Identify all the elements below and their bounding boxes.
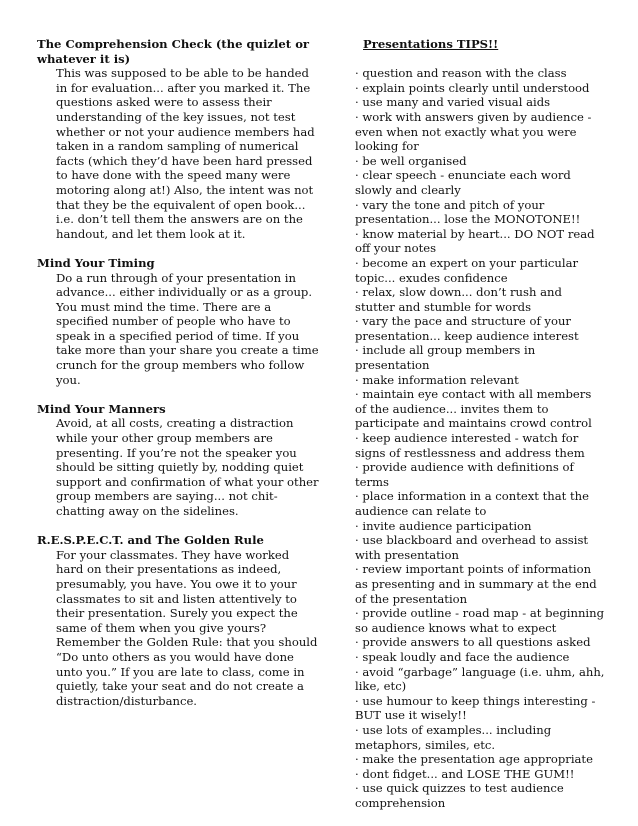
tip-item: · use humour to keep things interesting - BUT use it wisely!! [355, 693, 596, 723]
section-body: Avoid, at all costs, creating a distraction while your other group members are presenting. If you’re not the speaker you should be sitting quietly by, nodding quiet support and confirmation of what your other group members are saying... not chit-chatting away on the sidelines. [56, 416, 319, 518]
section-body: For your classmates. They have worked hard on their presentations as indeed, presumably, you have. You owe it to your classmates to sit and listen attentively to their presentation. Surely you expect the same of them when you give yours? Remember the Golden Rule: that you should “Do unto others as you would have done unto you.” If you are late to class, come in quietly, take your seat and do not create a distraction/disturbance. [56, 547, 318, 708]
section-title: Mind Your Manners [37, 401, 166, 416]
section-title: Mind Your Timing [37, 255, 155, 270]
tip-item: · question and reason with the class [355, 66, 567, 81]
tip-item: · clear speech - enunciate each word slowly and clearly [355, 168, 571, 197]
tip-item: · be well organised [355, 153, 467, 168]
tip-item: · review important points of information as presenting and in summary at the end of the presentation [355, 562, 597, 606]
section-title: R.E.S.P.E.C.T. and The Golden Rule [37, 533, 264, 548]
section-title: The Comprehension Check (the quizlet or whatever it is) [37, 37, 310, 66]
tip-item: · speak loudly and face the audience [355, 649, 570, 664]
tips-list [355, 66, 605, 810]
section-respect-golden-rule [37, 533, 320, 708]
right-column [355, 37, 605, 810]
left-column [37, 37, 320, 723]
section-mind-your-timing [37, 256, 320, 387]
tip-item: · know material by heart... DO NOT read off your notes [355, 226, 595, 256]
tip-item: · use blackboard and overhead to assist with presentation [355, 533, 589, 562]
tip-item: · vary the tone and pitch of your presentation... lose the MONOTONE!! [355, 197, 581, 227]
tip-item: · use many and varied visual aids [355, 95, 551, 110]
tip-item: · keep audience interested - watch for signs of restlessness and address them [355, 431, 585, 460]
section-body: This was supposed to be able to be handed in for evaluation... after you marked it. The questions asked were to assess their understanding of the key issues, not test whether or not your audience members had taken in a random sampling of numerical facts (which they’d have been hard pressed to have done with the speed many were motoring along at!) Also, the intent was not that they be the equivalent of open book... i.e. don’t tell them the answers are on the handout, and let them look at it. [56, 66, 315, 241]
tip-item: · become an expert on your particular topic... exudes confidence [355, 255, 579, 285]
tip-item: · provide outline - road map - at beginning so audience knows what to expect [355, 606, 605, 635]
tip-item: · invite audience participation [355, 518, 532, 533]
tip-item: · vary the pace and structure of your presentation... keep audience interest [355, 314, 579, 343]
section-comprehension-check [37, 37, 320, 241]
tip-item: · provide audience with definitions of terms [355, 460, 574, 489]
section-mind-your-manners [37, 402, 320, 519]
tip-item: · maintain eye contact with all members of the audience... invites them to participate and maintains crowd control [355, 387, 592, 431]
tip-item: · make information relevant [355, 372, 519, 387]
tip-item: · place information in a context that the audience can relate to [355, 489, 590, 518]
tip-item: · use lots of examples... including metaphors, similes, etc. [355, 722, 552, 752]
tip-item: · provide answers to all questions asked [355, 635, 591, 650]
tip-item: · work with answers given by audience - even when not exactly what you were looking for [355, 109, 592, 154]
tip-item: · include all group members in presentation [355, 343, 536, 373]
tip-item: · use quick quizzes to test audience comprehension [355, 781, 564, 810]
section-body: Do a run through of your presentation in advance... either individually or as a group. You must mind the time. There are a specified number of people who have to speak in a specified period of time. If you take more than your share you create a time crunch for the group members who follow you. [56, 270, 319, 387]
tip-item: · dont fidget... and LOSE THE GUM!! [355, 766, 575, 781]
tip-item: · explain points clearly until understood [355, 80, 590, 95]
tips-title: Presentations TIPS!! [363, 37, 499, 51]
tip-item: · relax, slow down... don’t rush and stutter and stumble for words [355, 285, 562, 314]
tip-item: · make the presentation age appropriate [355, 752, 593, 767]
tip-item: · avoid “garbage” language (i.e. uhm, ahh, like, etc) [355, 664, 605, 694]
